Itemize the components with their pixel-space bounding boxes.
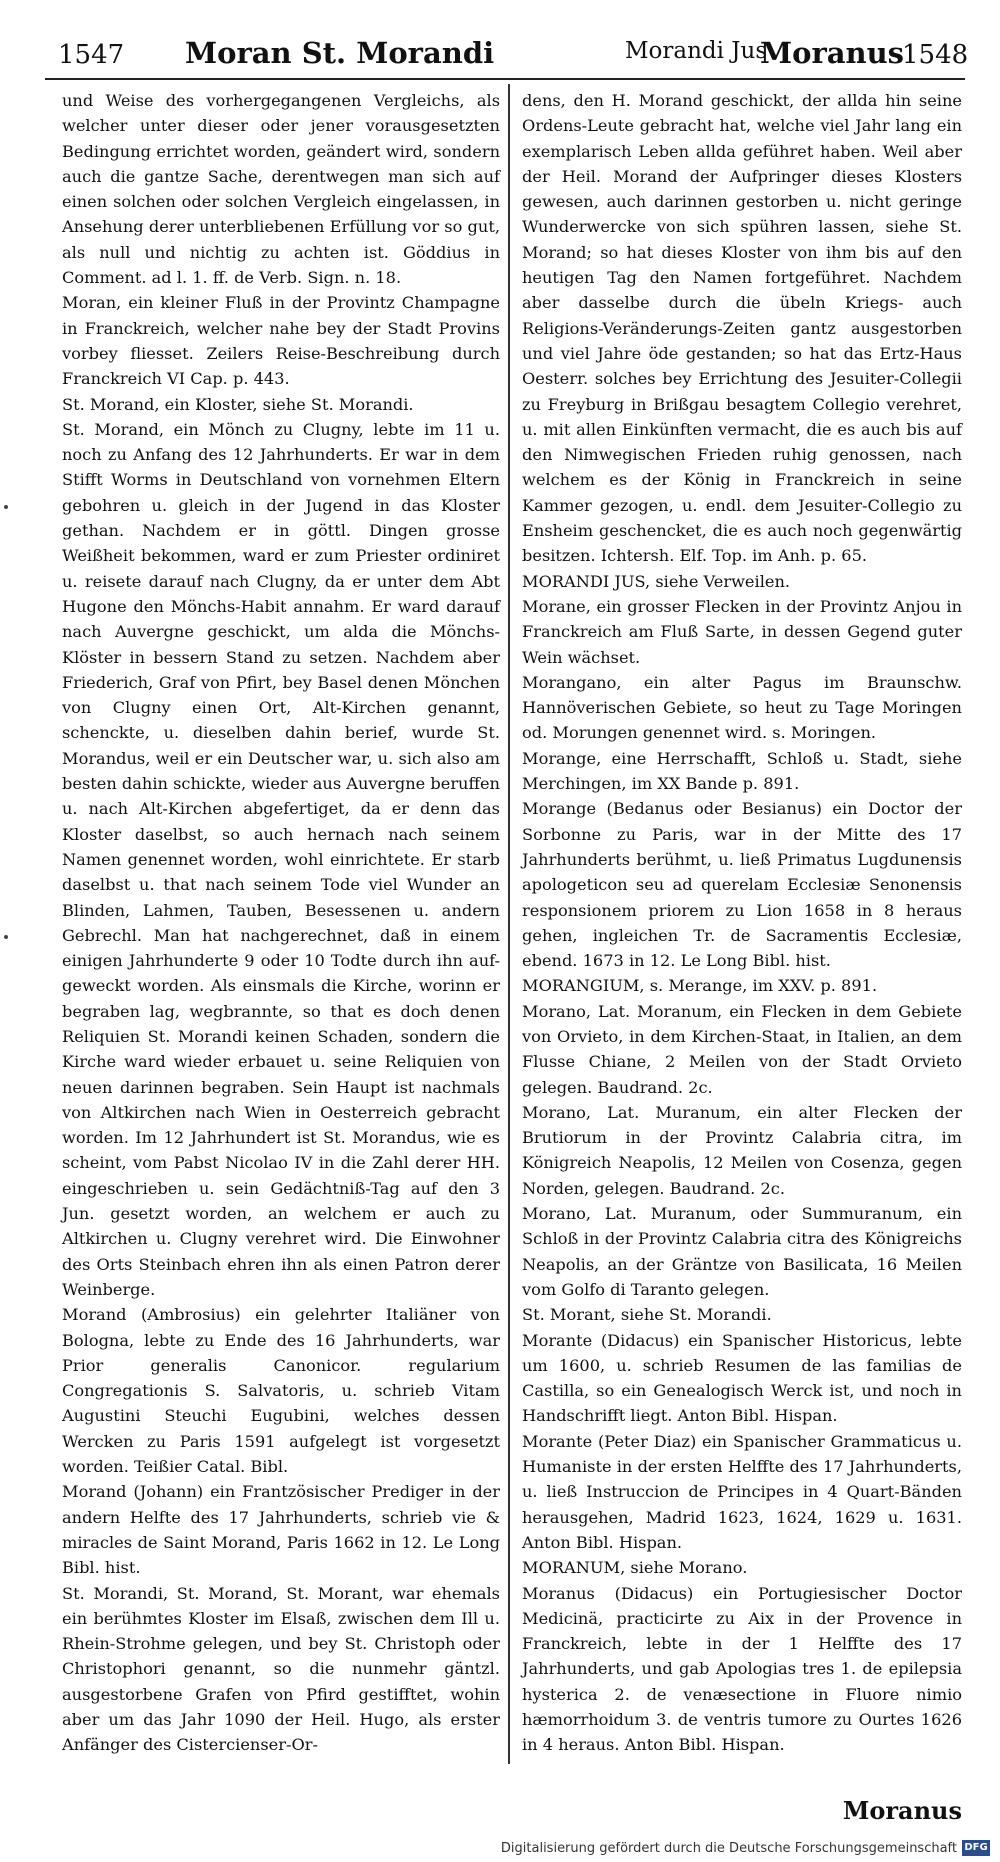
text-paragraph: und Weise des vorhergegangenen Vergleichs, als welcher unter dieser oder jener vorausgesetzten Bedingung errichtet worden, geändert wird, sondern auch die gantze Sache, derentwegen man sich auf einen solchen oder solchen Vergleich eingelassen, in Ansehung derer unterbliebenen Erfüllung vor so gut, als null und nichtig zu achten ist. Göddius in Comment. ad l. 1. ff. de Verb. Sign. n. 18. [62,91,500,288]
header-title-right-1: Morandi Jus [625,38,768,64]
margin-mark [4,935,8,939]
margin-mark [4,505,8,509]
entry-morano-orvieto: Morano, Lat. Moranum, ein Flecken in dem Gebiete von Orvieto, in dem Kirchen-Staat, in Italien, an dem Flusse Chiane, 2 Meilen von der Stadt Orvieto gelegen. Baudrand. 2c. [522,1001,962,1097]
running-header [0,22,1000,82]
entry-morante-peter: Morante (Peter Diaz) ein Spanischer Grammaticus u. Humaniste in der ersten Helffte des 17 Jahrhunderts, u. ließ Instruccion de Principes in 4 Quart-Bänden herausgehen, Madrid 1623, 1624, 1629 u. 1631. Anton Bibl. Hispan. [522,1431,962,1552]
page-number-left: 1547 [58,40,125,70]
entry-morano-brutiorum: Morano, Lat. Muranum, ein alter Flecken der Brutiorum in der Provintz Calabria citra, im Königreich Neapolis, 12 Meilen von Cosenza, gegen Norden, gelegen. Baudrand. 2c. [522,1102,962,1198]
entry-moranum: MORANUM, siehe Morano. [522,1558,748,1578]
digitization-footer [501,1840,990,1856]
text-paragraph: dens, den H. Morand geschickt, der allda hin seine Ordens-Leute gebracht hat, welche viel Jahr lang ein exemplarisch Leben allda geführet haben. Weil aber der Heil. Morand der Aufpringer dieses Klosters gewesen, auch darinnen gestorben u. nicht geringe Wunderwercke von sich spühren lassen, siehe St. Morand; so hat dieses Kloster von ihm bis auf den heutigen Tag den Namen fortgeführet. Nachdem aber dasselbe durch die übeln Kriegs- auch Religions-Veränderungs-Zeiten gantz ausgestorben und viel Jahre öde gestanden; so hat das Ertz-Haus Oesterr. solches bey Errichtung des Jesuiter-Collegii zu Freyburg in Brißgau besagtem Collegio verehret, u. mit allen Einkünften vermacht, die es auch bis auf den Nimwegischen Frieden ruhig genossen, nach welchem es der König in Franckreich in seine Kammer gezogen, u. endl. dem Jesuiter-Collegio zu Ensheim geschencket, die es auch noch gegenwärtig besitzen. Ichtersh. Elf. Top. im Anh. p. 65. [522,91,962,566]
entry-st-morand-moench: St. Morand, ein Mönch zu Clugny, lebte im 11 u. noch zu Anfang des 12 Jahrhunderts. Er war in dem Stifft Worms in Deutschland von vornehmen Eltern gebohren u. gleich in der Jugend in das Kloster gethan. Nachdem er in göttl. Dingen grosse Weißheit bekommen, ward er zum Priester ordiniret u. reisete darauf nach Clugny, da er unter dem Abt Hugone den Mönchs-Habit annahm. Er ward darauf nach Auvergne geschickt, um alda die Mönchs-Klöster in bessern Stand zu setzen. Nachdem aber Friederich, Graf von Pfirt, bey Basel denen Mönchen von Clugny einen Ort, Alt-Kirchen genannt, schenckte, u. dieselben dahin berief, wurde St. Morandus, weil er ein Deutscher war, u. sich also am besten dahin schickte, wieder aus Auvergne beruffen u. nach Alt-Kirchen abgefertiget, da er denn das Kloster daselbst, so auch hernach nach seinem Namen genennet worden, wohl einrichtete. Er starb daselbst u. that nach seinem Tode viel Wunder an Blinden, Lahmen, Tauben, Besessenen u. andern Gebrechl. Man hat nachgerechnet, daß in einem einigen Jahrhunderte 9 oder 10 Todte durch ihn auf-geweckt worden. Als einsmals die Kirche, worinn er begraben lag, wegbrannte, so that es doch denen Reliquien St. Morandi keinen Schaden, sondern die Kirche ward wieder erbauet u. seine Reliquien von neuen darinnen begraben. Sein Haupt ist nachmals von Altkirchen nach Wien in Oesterreich gebracht worden. Im 12 Jahrhundert ist St. Morandus, wie es scheint, vom Pabst Nicolao IV in die Zahl derer HH. eingeschrieben u. sein Gedächtniß-Tag auf den 3 Jun. gesetzt worden, an welchem er auch zu Altkirchen u. Clugny verehret wird. Die Einwohner des Orts Steinbach ehren ihn als einen Patron derer Weinberge. [62,419,500,1299]
left-column [62,88,500,1758]
entry-st-morand-kloster: St. Morand, ein Kloster, siehe St. Morandi. [62,394,414,414]
entry-morange-herrschafft: Morange, eine Herrschafft, Schloß u. Stadt, siehe Merchingen, im XX Bande p. 891. [522,748,962,794]
entry-morandi-jus: MORANDI JUS, siehe Verweilen. [522,571,791,591]
header-rule [45,78,965,80]
column-divider [508,84,510,1764]
page-number-right: 1548 [902,40,969,70]
entry-moranus-didacus: Moranus (Didacus) ein Portugiesischer Doctor Medicinä, practicirte zu Aix in der Provence in Franckreich, lebte in der 1 Helffte des 17 Jahrhunderts, und gab Apologias tres 1. de epilepsia hysterica 2. de venæsectione in Fluore nimio hæmorrhoidum 3. de ventris tumore zu Ourtes 1626 in 4 heraus. Anton Bibl. Hispan. [522,1583,962,1755]
catchword: Moranus [842,1796,962,1825]
footer-text: Digitalisierung gefördert durch die Deutsche Forschungsgemeinschaft [500,1840,957,1856]
entry-morano-schloss: Morano, Lat. Muranum, oder Summuranum, ein Schloß in der Provintz Calabria citra des Königreichs Neapolis, an der Gräntze von Basilicata, 16 Meilen vom Golfo di Taranto gelegen. [522,1204,962,1299]
entry-moran: Moran, ein kleiner Fluß in der Provintz Champagne in Franckreich, welcher nahe bey der Stadt Provins vorbey fliesset. Zeilers Reise-Beschreibung durch Franckreich VI Cap. p. 443. [62,293,500,389]
header-title-right-2: Moranus [760,36,905,70]
entry-morange-bedanus: Morange (Bedanus oder Besianus) ein Doctor der Sorbonne zu Paris, war in der Mitte des 17 Jahrhunderts berühmt, u. ließ Primatus Lugdunensis apologeticon seu ad querelam Ecclesiæ Senonensis responsionem priorem zu Lion 1658 in 8 heraus gehen, ingleichen Tr. de Sacramentis Ecclesiæ, ebend. 1673 in 12. Le Long Bibl. hist. [522,799,962,971]
header-title-left: Moran St. Morandi [185,36,495,70]
dfg-logo-icon: DFG [962,1840,990,1856]
entry-morangano: Morangano, ein alter Pagus im Braunschw. Hannöverischen Gebiete, so heut zu Tage Moringen od. Morungen genennet wird. s. Moringen. [522,672,962,743]
right-column [522,88,962,1758]
entry-st-morant: St. Morant, siehe St. Morandi. [522,1305,772,1325]
entry-morane: Morane, ein grosser Flecken in der Provintz Anjou in Franckreich am Fluß Sarte, in dessen Gegend guter Wein wächset. [522,596,962,667]
entry-morand-johann: Morand (Johann) ein Frantzösischer Prediger in der andern Helfte des 17 Jahrhunderts, schrieb vie & miracles de Saint Morand, Paris 1662 in 12. Le Long Bibl. hist. [62,1482,500,1578]
entry-morand-ambrosius: Morand (Ambrosius) ein gelehrter Italiäner von Bologna, lebte zu Ende des 16 Jahrhunderts, war Prior generalis Canonicor. regularium Congregationis S. Salvatoris, u. schrieb Vitam Augustini Steuchi Eugubini, welches dessen Wercken zu Paris 1591 aufgelegt ist vorgesetzt worden. Teißier Catal. Bibl. [62,1305,500,1477]
entry-st-morandi: St. Morandi, St. Morand, St. Morant, war ehemals ein berühmtes Kloster im Elsaß, zwischen dem Ill u. Rhein-Strohme gelegen, und bey St. Christoph oder Christophori genannt, so die nunmehr gäntzl. ausgestorbene Grafen von Pfird gestifftet, wohin aber um das Jahr 1090 der Heil. Hugo, als erster Anfänger des Cistercienser-Or- [62,1583,500,1755]
entry-morangium: MORANGIUM, s. Merange, im XXV. p. 891. [522,976,878,996]
entry-morante-didacus: Morante (Didacus) ein Spanischer Historicus, lebte um 1600, u. schrieb Resumen de las familias de Castilla, so ein Genealogisch Werck ist, und noch in Handschrifft liegt. Anton Bibl. Hispan. [522,1330,962,1426]
